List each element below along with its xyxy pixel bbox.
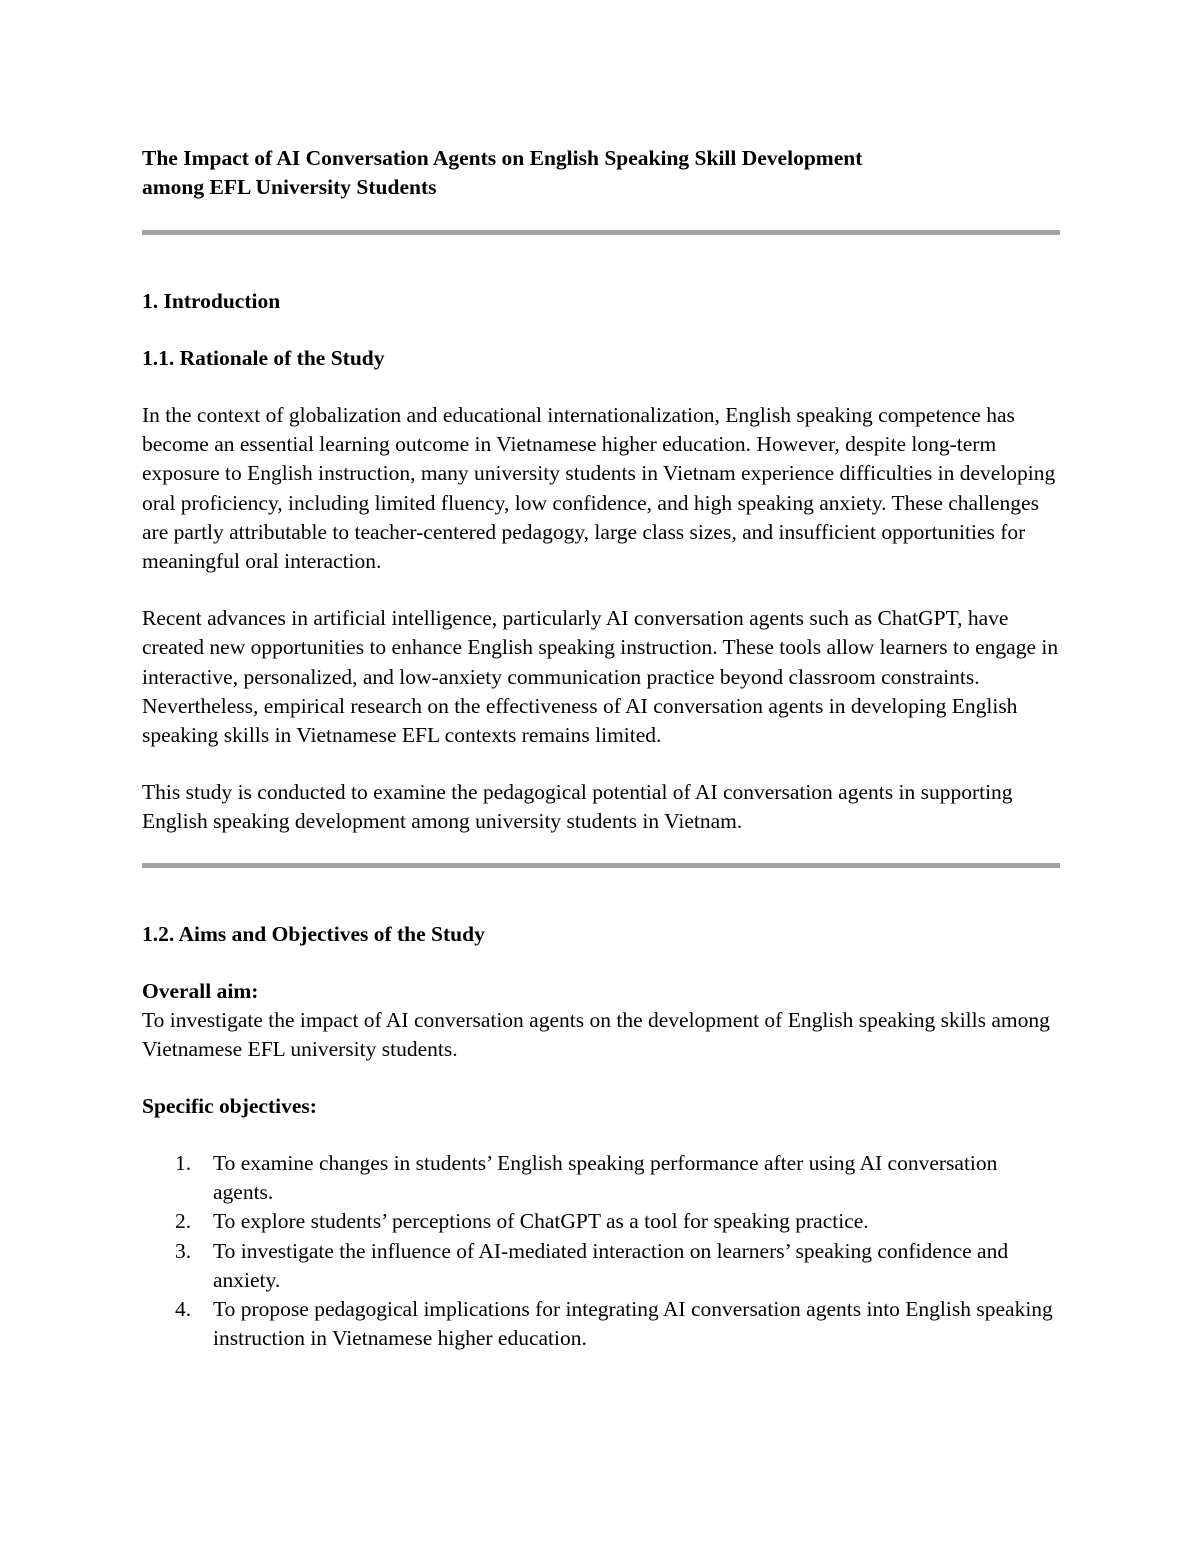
objectives-list [142,1149,1060,1353]
specific-objectives-label: Specific objectives: [142,1094,317,1119]
section-heading-introduction: 1. Introduction [142,289,281,313]
rationale-paragraph-3: This study is conducted to examine the pedagogical potential of AI conversation agents in supporting English speaking development among university students in Vietnam. [142,780,1013,834]
list-item [142,1295,1060,1353]
overall-aim-text: To investigate the impact of AI conversation agents on the development of English speaking skills among Vietnamese EFL university students. [142,1007,1050,1061]
rationale-paragraph-2: Recent advances in artificial intelligence, particularly AI conversation agents such as ChatGPT, have created new opportunities to enhance English speaking instruction. These tools allow learners to engage in interactive, personalized, and low-anxiety communication practice beyond classroom constraints. Nevertheless, empirical research on the effectiveness of AI conversation agents in developing English speaking skills in Vietnamese EFL contexts remains limited. [142,606,1059,748]
list-item-text: To examine changes in students’ English speaking performance after using AI conversation agents. [213,1151,998,1205]
document-page [142,144,1060,1353]
list-item-text: To explore students’ perceptions of ChatGPT as a tool for speaking practice. [213,1209,869,1234]
section-heading-aims: 1.2. Aims and Objectives of the Study [142,921,485,946]
document-title [142,144,1060,202]
overall-aim-label: Overall aim: [142,978,259,1003]
list-item-number: 1. [175,1151,192,1176]
list-item-number: 3. [175,1238,192,1263]
list-item [142,1237,1060,1295]
list-item [142,1207,1060,1236]
list-item-text: To investigate the influence of AI-mediated interaction on learners’ speaking confidence and anxiety. [213,1238,1009,1292]
list-item-text: To propose pedagogical implications for integrating AI conversation agents into English speaking instruction in Vietnamese higher education. [213,1297,1053,1351]
horizontal-rule [142,230,1060,235]
rationale-paragraph-1: In the context of globalization and educational internationalization, English speaking competence has become an essential learning outcome in Vietnamese higher education. However, despite long-term exposure to English instruction, many university students in Vietnam experience difficulties in developing oral proficiency, including limited fluency, low confidence, and high speaking anxiety. These challenges are partly attributable to teacher-centered pedagogy, large class sizes, and insufficient opportunities for meaningful oral interaction. [142,403,1056,574]
horizontal-rule [142,863,1060,868]
section-heading-rationale: 1.1. Rationale of the Study [142,346,385,370]
list-item-number: 2. [175,1209,192,1234]
title-line-2: among EFL University Students [142,175,437,199]
title-line-1: The Impact of AI Conversation Agents on English Speaking Skill Development [142,146,863,170]
list-item [142,1149,1060,1207]
list-item-number: 4. [175,1297,192,1322]
